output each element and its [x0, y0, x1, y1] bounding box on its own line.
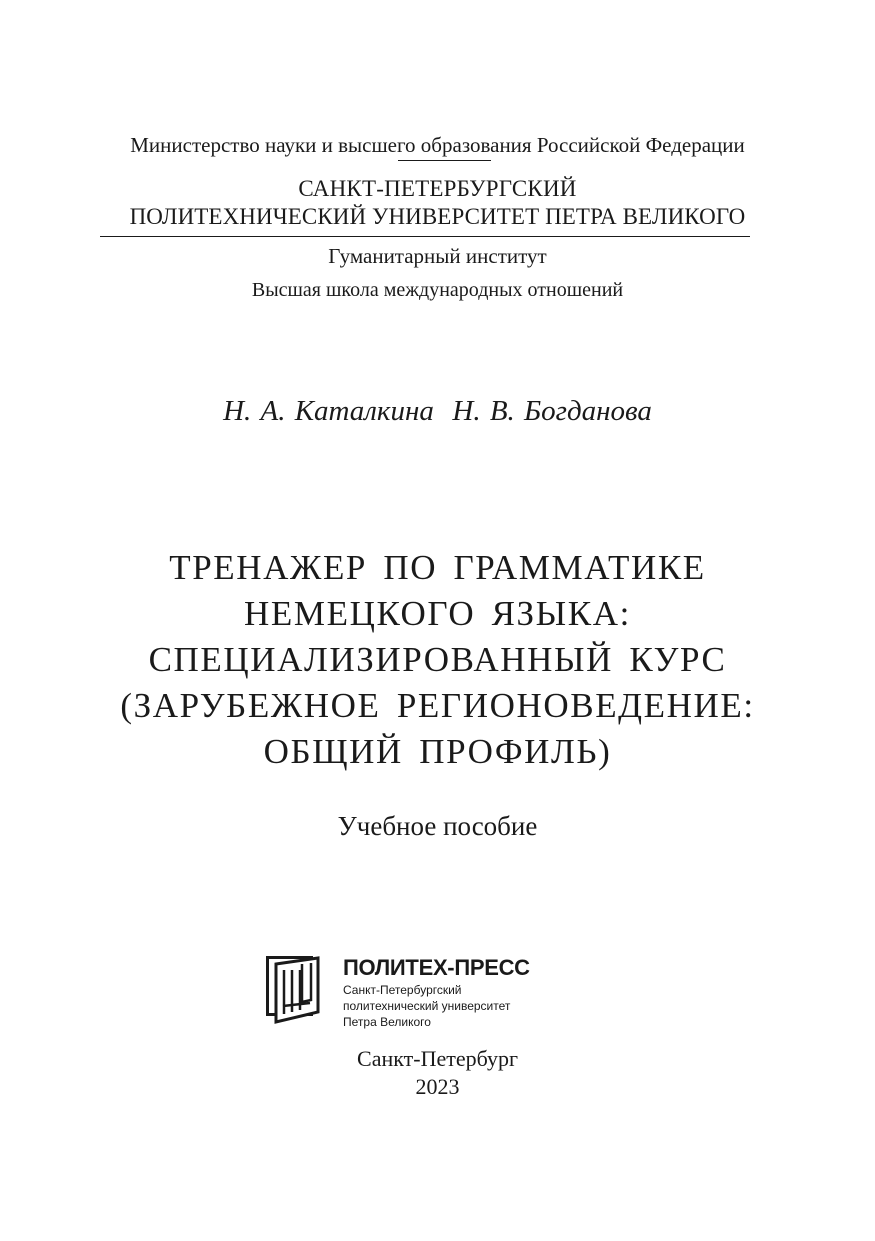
- book-title-line: ТРЕНАЖЕР ПО ГРАММАТИКЕ: [169, 548, 706, 587]
- book-title-line: ОБЩИЙ ПРОФИЛЬ): [263, 732, 612, 771]
- book-title-line: НЕМЕЦКОГО ЯЗЫКА:: [244, 594, 631, 633]
- publisher-name: ПОЛИТЕХ-ПРЕСС: [343, 955, 530, 980]
- ministry-line: Министерство науки и высшего образования Российской Федерации: [130, 133, 745, 157]
- university-divider: [100, 236, 750, 237]
- imprint-city: Санкт-Петербург: [357, 1046, 518, 1071]
- university-name-line-2: ПОЛИТЕХНИЧЕСКИЙ УНИВЕРСИТЕТ ПЕТРА ВЕЛИКОГО: [129, 204, 746, 229]
- university-name-line-1: САНКТ-ПЕТЕРБУРГСКИЙ: [298, 176, 577, 201]
- book-subtitle: Учебное пособие: [337, 811, 538, 841]
- institute-line: Гуманитарный институт: [328, 244, 547, 268]
- authors: Н. А. Каталкина Н. В. Богданова: [223, 395, 652, 427]
- school-line: Высшая школа международных отношений: [251, 279, 624, 301]
- imprint-year: 2023: [415, 1074, 460, 1099]
- book-logo-icon: [266, 956, 324, 1026]
- book-title-line: (ЗАРУБЕЖНОЕ РЕГИОНОВЕДЕНИЕ:: [120, 686, 755, 725]
- book-title-line: СПЕЦИАЛИЗИРОВАННЫЙ КУРС: [148, 640, 727, 679]
- ministry-underline: [398, 160, 491, 161]
- publisher-sub-line: Петра Великого: [343, 1015, 431, 1029]
- publisher-sub-line: политехнический университет: [343, 999, 511, 1013]
- publisher-info: [343, 954, 603, 1030]
- publisher-sub-line: Санкт-Петербургский: [343, 983, 462, 997]
